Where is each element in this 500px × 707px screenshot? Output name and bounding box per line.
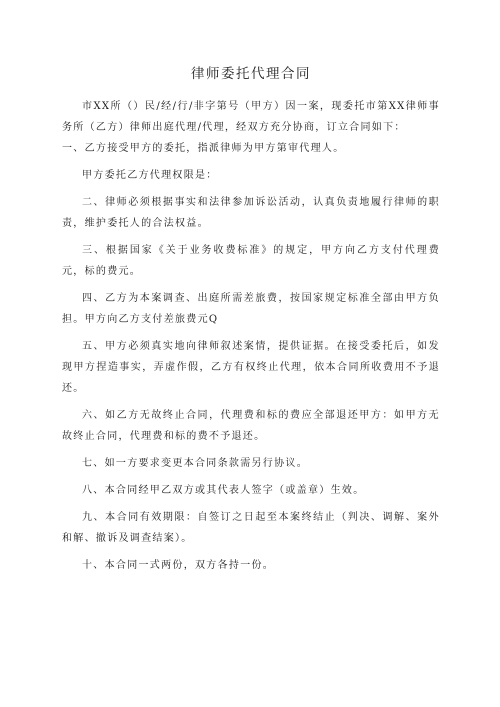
paragraph-clause-7: 七、如一方要求变更本合同条款需另行协议。	[82, 458, 308, 469]
paragraph-clause-9: 九、本合同有效期限：自签订之日起至本案终结止（判决、调解、案外和解、撤诉及调查结案）。	[62, 512, 440, 544]
paragraph-clause-1: 一、乙方接受甲方的委托，指派律师为甲方第审代理人。	[62, 143, 345, 154]
paragraph-preamble: 市XX所（）民/经/行/非字第号（甲方）因一案，现委托市第XX律师事务所（乙方）律师出庭代理/代理，经双方充分协商，订立合同如下：	[62, 101, 440, 133]
document-title: 律师委托代理合同	[191, 66, 311, 82]
paragraph-clause-2: 二、律师必须根据事实和法律参加诉讼活动，认真负责地履行律师的职责，维护委托人的合法权益。	[62, 197, 440, 229]
paragraph-clause-4: 四、乙方为本案调查、出庭所需差旅费，按国家规定标准全部由甲方负担。甲方向乙方支付差旅费元Q	[62, 293, 440, 325]
paragraph-clause-5: 五、甲方必须真实地向律师叙述案情，提供证据。在接受委托后，如发现甲方捏造事实，弄虚作假，乙方有权终止代理，依本合同所收费用不予退还。	[62, 341, 440, 394]
paragraph-clause-3: 三、根据国家《关于业务收费标准》的规定，甲方向乙方支付代理费元，标的费元。	[62, 245, 440, 277]
paragraph-clause-8: 八、本合同经甲乙双方或其代表人签字（或盖章）生效。	[82, 485, 365, 496]
paragraph-clause-6: 六、如乙方无故终止合同，代理费和标的费应全部退还甲方：如甲方无故终止合同，代理费和标的费不予退还。	[62, 410, 440, 442]
paragraph-authority: 甲方委托乙方代理权限是：	[82, 170, 218, 181]
document-body	[62, 96, 440, 576]
paragraph-clause-10: 十、本合同一式两份，双方各持一份。	[82, 560, 275, 571]
